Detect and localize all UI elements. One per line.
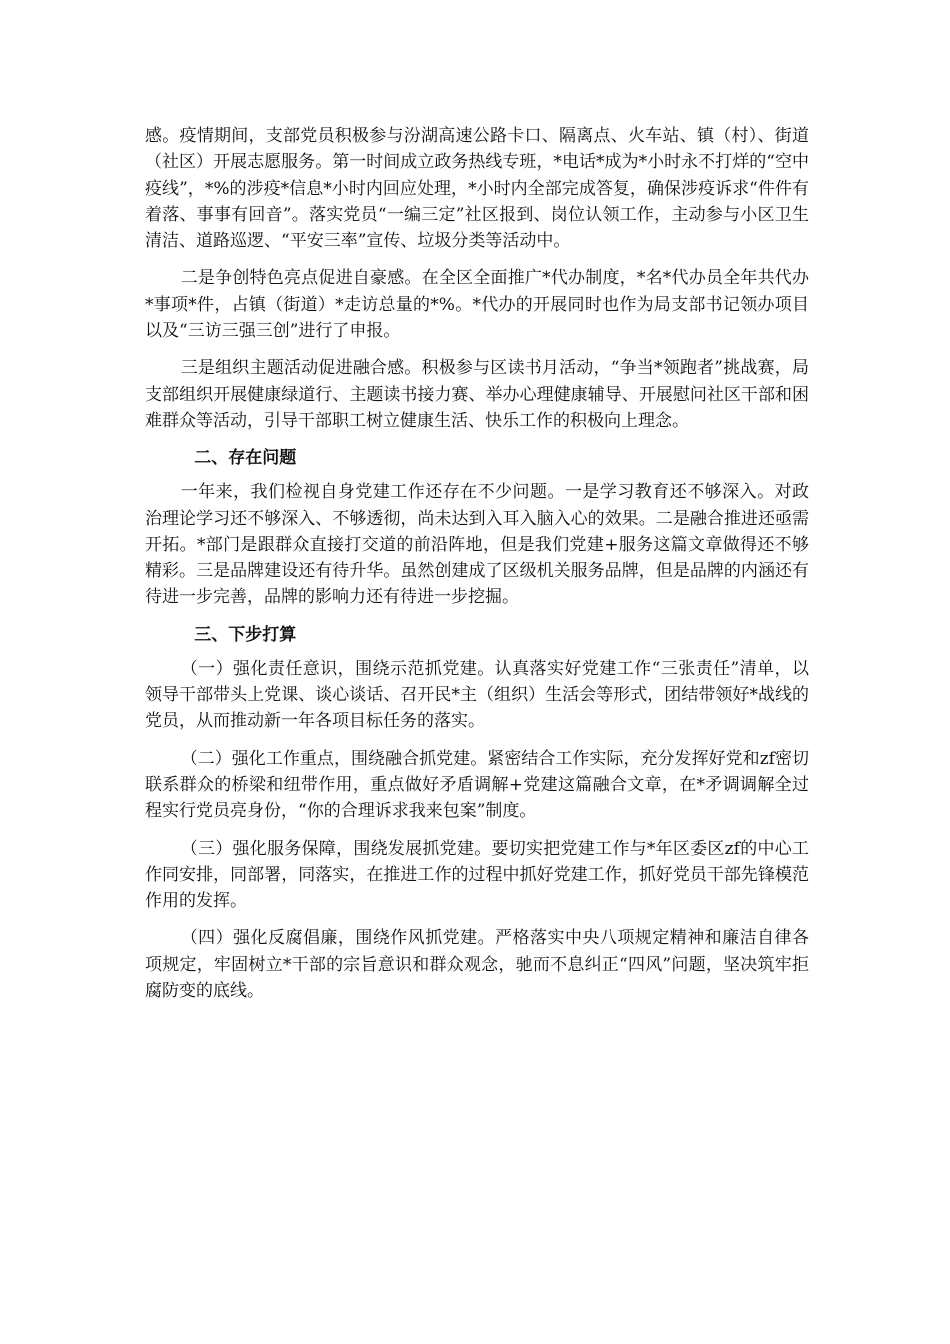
paragraph-integration: 三是组织主题活动促进融合感。积极参与区读书月活动，“争当*领跑者”挑战赛，局支部组织开展健康绿道行、主题读书接力赛、举办心理健康辅导、开展慰问社区干部和困难群众等活动，引导干部职工树立健康生活、快乐工作的积极向上理念。 [145,358,809,431]
document-page [145,123,809,1015]
paragraph-plan-4: （四）强化反腐倡廉，围绕作风抓党建。严格落实中央八项规定精神和廉洁自律各项规定，牢固树立*干部的宗旨意识和群众观念，驰而不息纠正“四风”问题，坚决筑牢拒腐防变的底线。 [145,928,809,1002]
paragraph-continued-volunteer: 感。疫情期间，支部党员积极参与汾湖高速公路卡口、隔离点、火车站、镇（村）、街道（社区）开展志愿服务。第一时间成立政务热线专班，*电话*成为*小时永不打烊的“空中疫线”，*%的涉疫*信息*小时内回应处理，*小时内全部完成答复，确保涉疫诉求“件件有着落、事事有回音”。落实党员“一编三定”社区报到、岗位认领工作，主动参与小区卫生清洁、道路巡逻、“平安三率”宣传、垃圾分类等活动中。 [145,126,809,252]
paragraph-pride: 二是争创特色亮点促进自豪感。在全区全面推广*代办制度，*名*代办员全年共代办*事项*件，占镇（街道）*走访总量的*%。*代办的开展同时也作为局支部书记领办项目以及“三访三强三创”进行了申报。 [145,268,809,342]
section-heading-next-steps: 三、下步打算 [194,624,297,645]
paragraph-problems: 一年来，我们检视自身党建工作还存在不少问题。一是学习教育还不够深入。对政治理论学习还不够深入、不够透彻，尚未达到入耳入脑入心的效果。二是融合推进还亟需开拓。*部门是跟群众直接打交道的前沿阵地，但是我们党建+服务这篇文章做得还不够精彩。三是品牌建设还有待升华。虽然创建成了区级机关服务品牌，但是品牌的内涵还有待进一步完善，品牌的影响力还有待进一步挖掘。 [145,482,809,608]
paragraph-plan-2: （二）强化工作重点，围绕融合抓党建。紧密结合工作实际，充分发挥好党和zf密切联系群众的桥梁和纽带作用，重点做好矛盾调解+党建这篇融合文章，在*矛调调解全过程实行党员亮身份，“你的合理诉求我来包案”制度。 [145,748,809,822]
paragraph-plan-1: （一）强化责任意识，围绕示范抓党建。认真落实好党建工作“三张责任”清单，以领导干部带头上党课、谈心谈话、召开民*主（组织）生活会等形式，团结带领好*战线的党员，从而推动新一年各项目标任务的落实。 [145,658,809,732]
section-heading-problems: 二、存在问题 [194,448,297,469]
paragraph-plan-3: （三）强化服务保障，围绕发展抓党建。要切实把党建工作与*年区委区zf的中心工作同安排，同部署，同落实，在推进工作的过程中抓好党建工作，抓好党员干部先锋模范作用的发挥。 [145,838,809,912]
